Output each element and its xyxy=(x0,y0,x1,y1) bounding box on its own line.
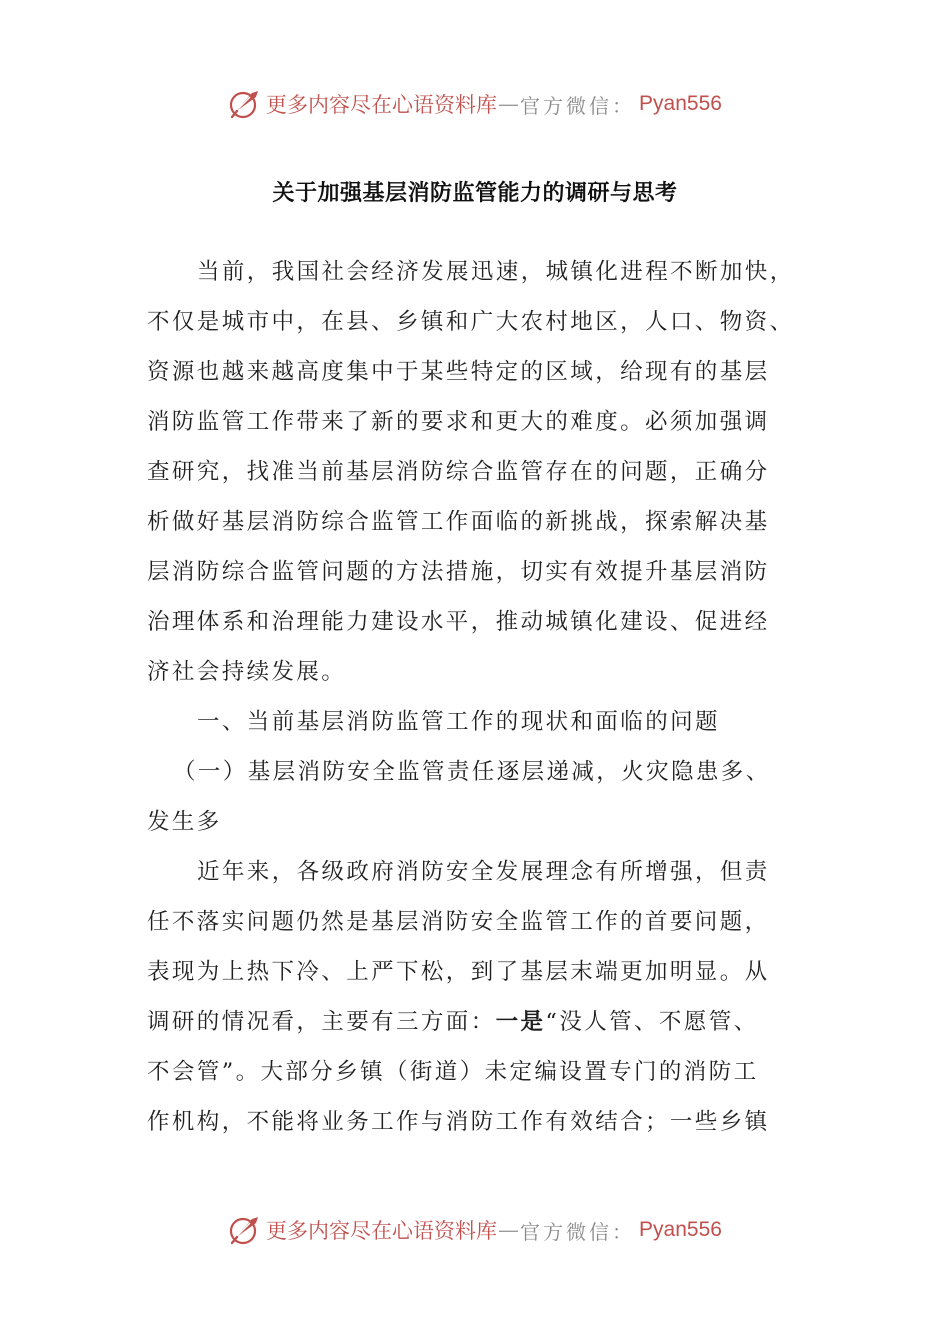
text-line: 不仅是城市中，在县、乡镇和广大农村地区，人口、物资、 xyxy=(147,309,795,335)
text-line: 表现为上热下冷、上严下松，到了基层末端更加明显。从 xyxy=(147,959,770,985)
watermark-header xyxy=(0,82,950,126)
text-segment: “没人管、不愿管、 xyxy=(545,1009,759,1035)
watermark-site-name: 更多内容尽在心语资料库 xyxy=(266,1219,498,1243)
text-line: 层消防综合监管问题的方法措施，切实有效提升基层消防 xyxy=(147,559,770,585)
watermark-wechat-id: Pyan556 xyxy=(639,92,722,115)
watermark-dash: — xyxy=(498,92,520,116)
watermark-wechat-id: Pyan556 xyxy=(639,1218,722,1241)
watermark-wechat-label: 官方微信： xyxy=(520,93,636,118)
text-line: 任不落实问题仍然是基层消防安全监管工作的首要问题， xyxy=(147,909,770,935)
text-line: 析做好基层消防综合监管工作面临的新挑战，探索解决基 xyxy=(147,509,770,535)
text-line: 不会管”。大部分乡镇（街道）未定编设置专门的消防工 xyxy=(147,1059,759,1085)
text-line: 消防监管工作带来了新的要求和更大的难度。必须加强调 xyxy=(147,409,770,435)
watermark-dash: — xyxy=(498,1218,520,1242)
text-line: 资源也越来越高度集中于某些特定的区域，给现有的基层 xyxy=(147,359,770,385)
subsection-heading: （一）基层消防安全监管责任逐层递减，火灾隐患多、 xyxy=(173,759,771,785)
text-line: 治理体系和治理能力建设水平，推动城镇化建设、促进经 xyxy=(147,609,770,635)
watermark-wechat-label: 官方微信： xyxy=(520,1219,636,1244)
text-line xyxy=(147,997,799,1047)
emphasis-first: 一是 xyxy=(495,1009,546,1035)
text-line: 当前，我国社会经济发展迅速，城镇化进程不断加快， xyxy=(197,259,795,285)
section-heading: 一、当前基层消防监管工作的现状和面临的问题 xyxy=(197,709,720,735)
text-line: 作机构，不能将业务工作与消防工作有效结合；一些乡镇 xyxy=(147,1109,770,1135)
text-segment: 调研的情况看，主要有三方面： xyxy=(147,1009,496,1035)
watermark-site-name: 更多内容尽在心语资料库 xyxy=(266,93,498,117)
quill-logo-icon xyxy=(228,87,262,121)
watermark-footer xyxy=(0,1208,950,1252)
quill-logo-icon xyxy=(228,1213,262,1247)
text-line: 济社会持续发展。 xyxy=(147,659,347,685)
document-body xyxy=(147,247,799,1147)
document-title: 关于加强基层消防监管能力的调研与思考 xyxy=(272,181,678,206)
text-line: 查研究，找准当前基层消防综合监管存在的问题，正确分 xyxy=(147,459,770,485)
text-line: 近年来，各级政府消防安全发展理念有所增强，但责 xyxy=(197,859,770,885)
subsection-heading-cont: 发生多 xyxy=(147,809,222,835)
